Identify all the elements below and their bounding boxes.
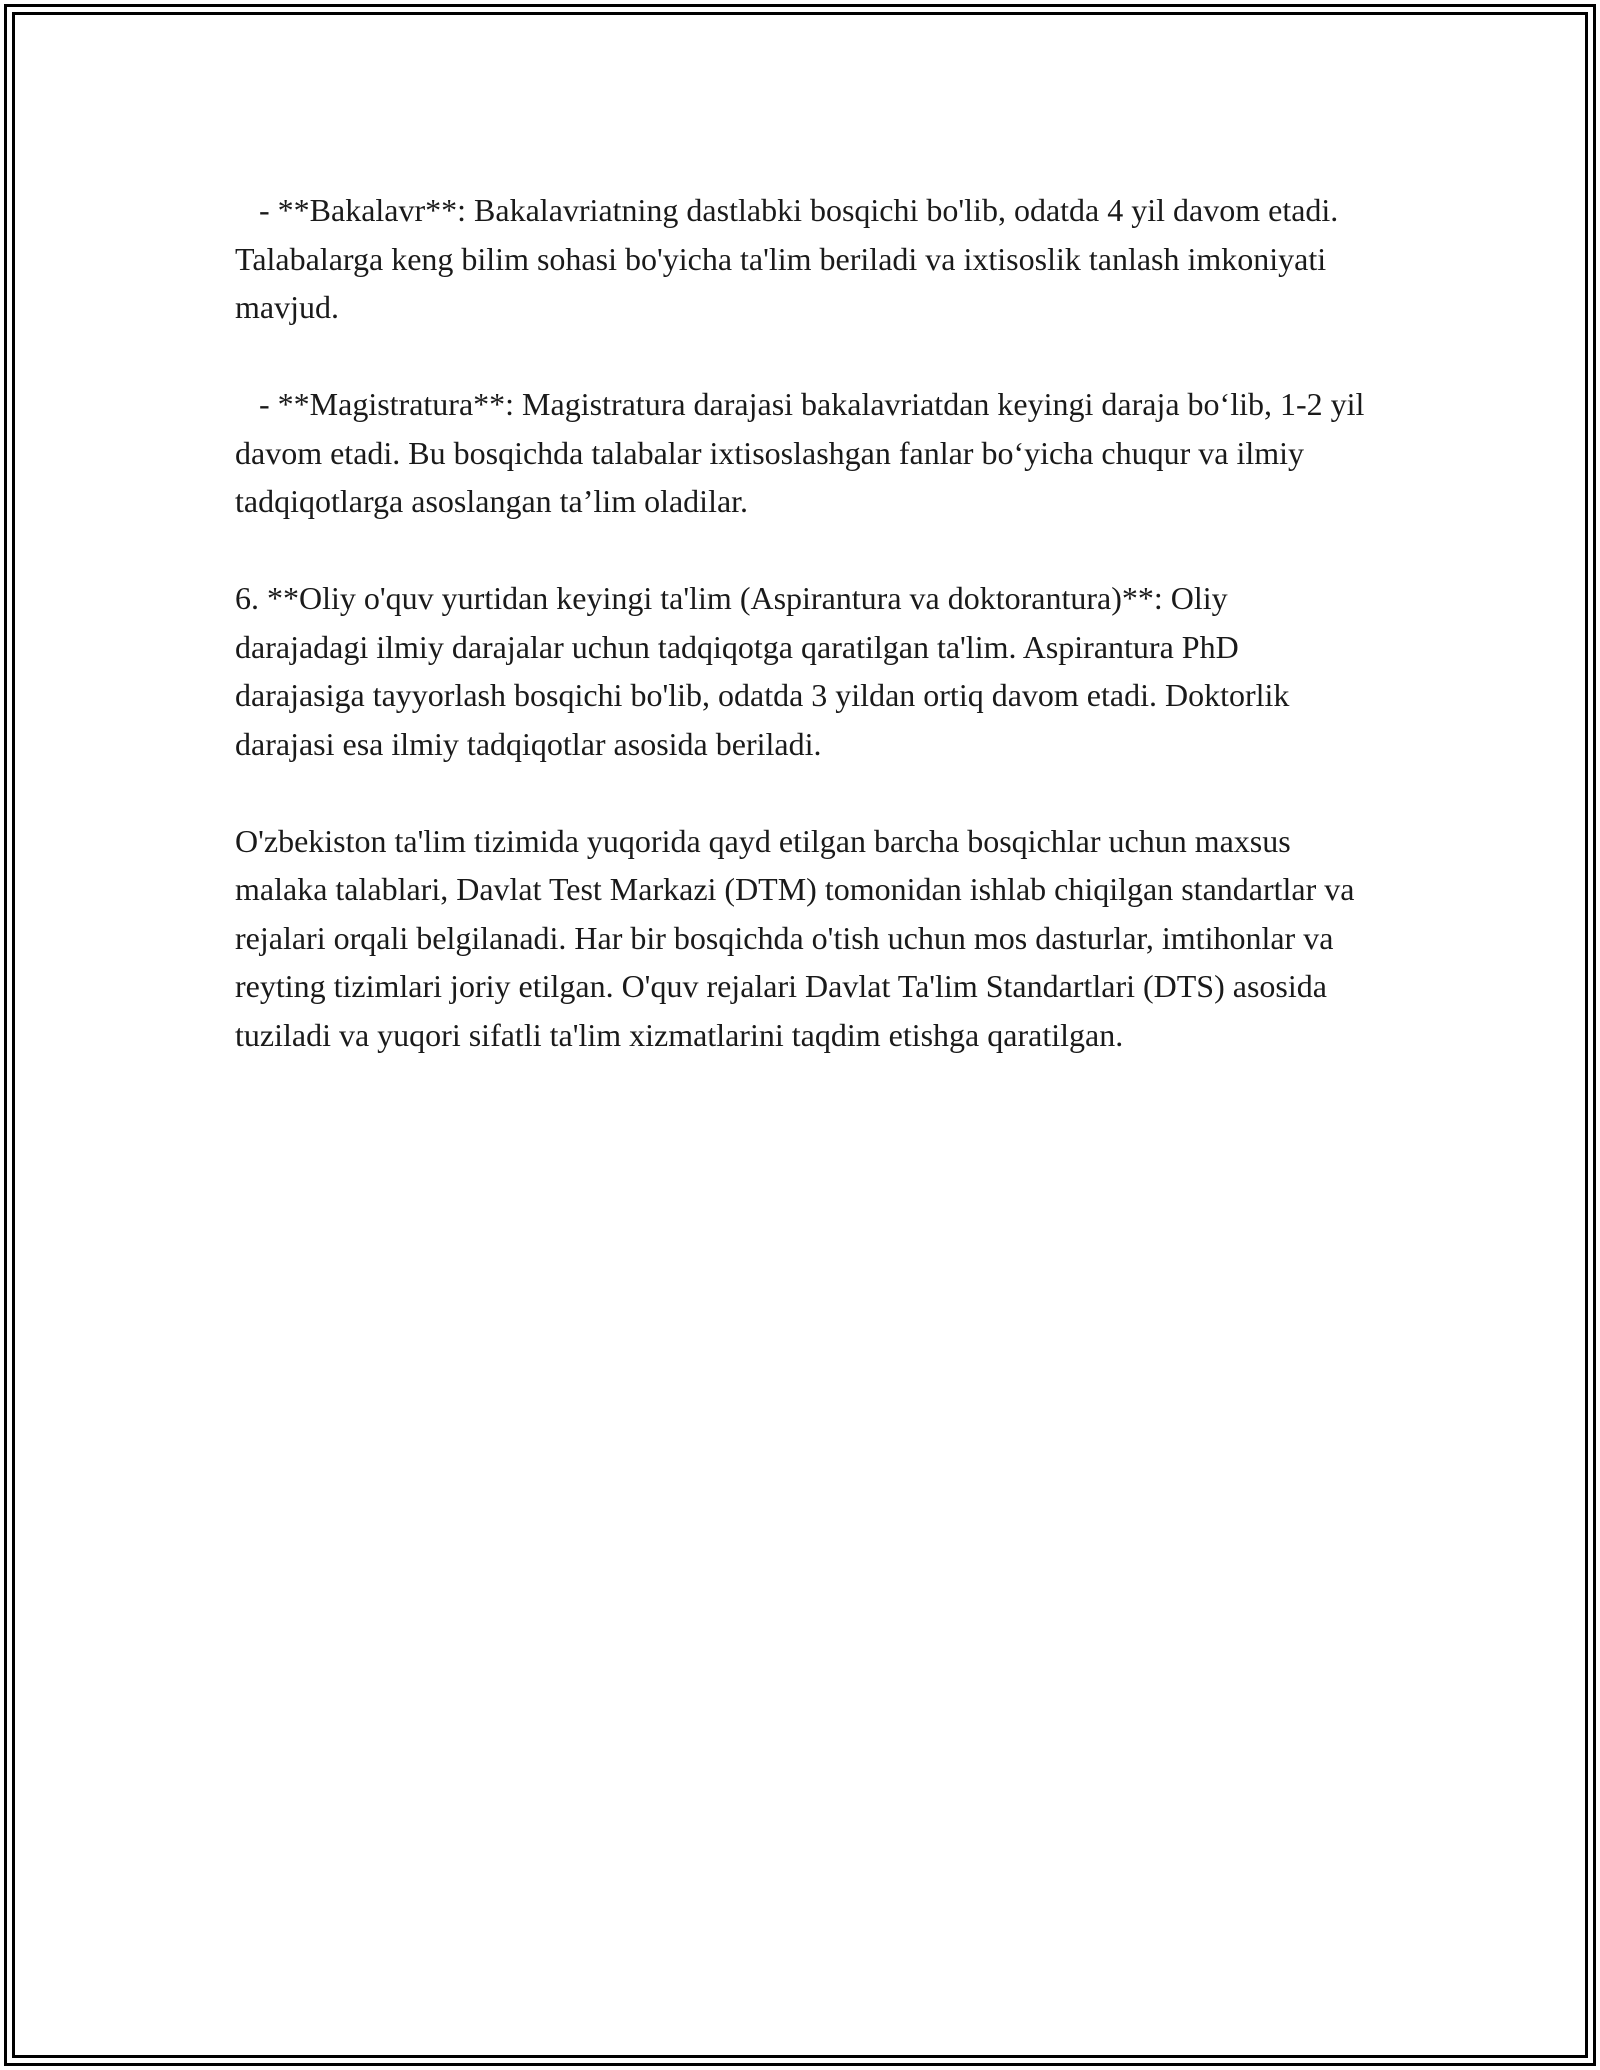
paragraph-summary: O'zbekiston ta'lim tizimida yuqorida qayd etilgan barcha bosqichlar uchun maxsus malaka talablari, Davlat Test Markazi (DTM) tomonidan ishlab chiqilgan standartlar va rejalari orqali belgilanadi. Har bir bosqichda o'tish uchun mos dasturlar, imtihonlar va reyting tizimlari joriy etilgan. O'quv rejalari Davlat Ta'lim Standartlari (DTS) asosida tuziladi va yuqori sifatli ta'lim xizmatlarini taqdim etishga qaratilgan.	[235, 822, 1363, 1053]
paragraph-magistratura: - **Magistratura**: Magistratura darajasi bakalavriatdan keyingi daraja bo‘lib, 1-2 yil davom etadi. Bu bosqichda talabalar ixtisoslashgan fanlar bo‘yicha chuqur va ilmiy tadqiqotlarga asoslangan ta’lim oladilar.	[235, 386, 1373, 519]
document-body	[235, 186, 1373, 1059]
paragraph-postgraduate: 6. **Oliy o'quv yurtidan keyingi ta'lim (Aspirantura va doktorantura)**: Oliy darajadagi ilmiy darajalar uchun tadqiqotga qaratilgan ta'lim. Aspirantura PhD darajasiga tayyorlash bosqichi bo'lib, odatda 3 yildan ortiq davom etadi. Doktorlik darajasi esa ilmiy tadqiqotlar asosida beriladi.	[235, 580, 1298, 762]
paragraph-bakalavr: - **Bakalavr**: Bakalavriatning dastlabki bosqichi bo'lib, odatda 4 yil davom etadi. Talabalarga keng bilim sohasi bo'yicha ta'lim beriladi va ixtisoslik tanlash imkoniyati mavjud.	[235, 192, 1346, 325]
